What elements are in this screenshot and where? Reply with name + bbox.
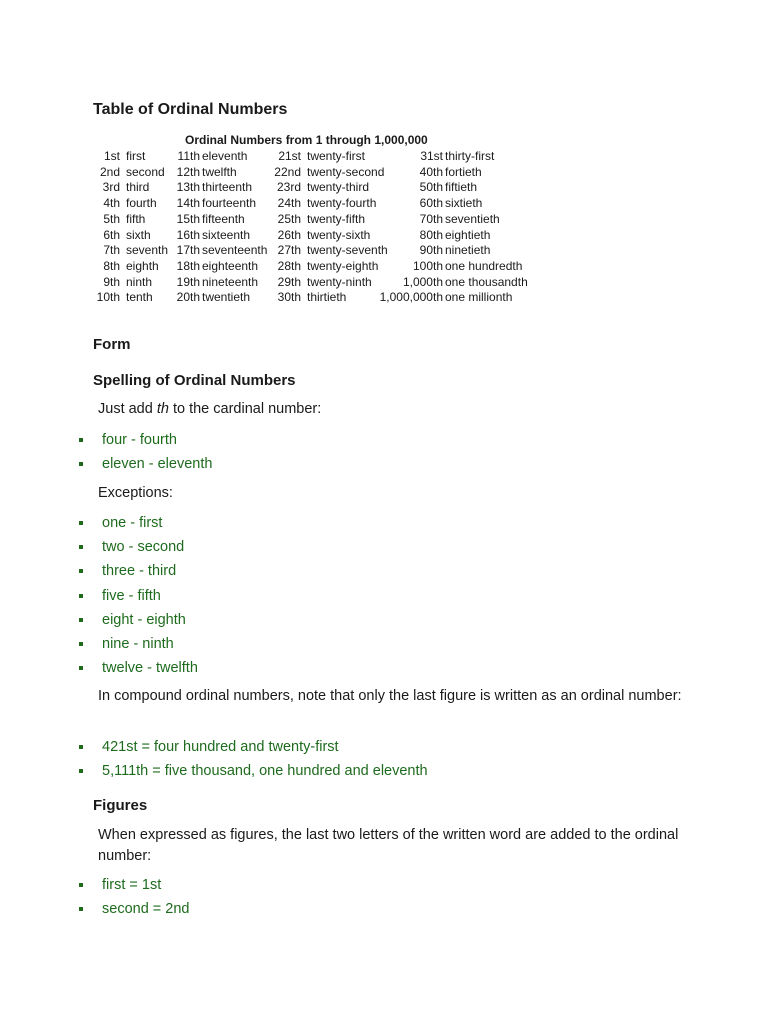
table-row [0, 149, 768, 165]
list-item [78, 428, 212, 452]
ordinal-figure: 9th [103, 274, 120, 289]
list-item-text: three - third [102, 563, 177, 580]
section-heading-spelling: Spelling of Ordinal Numbers [93, 372, 296, 389]
list-item-text: five - fifth [102, 587, 161, 604]
ordinal-figure: 2nd [99, 164, 120, 179]
ordinal-figure: 50th [419, 180, 443, 195]
ordinal-word: eighteenth [202, 258, 259, 273]
ordinal-table [0, 149, 768, 309]
ordinal-figure: 26th [277, 227, 301, 242]
ordinal-figure: 4th [103, 196, 120, 211]
ordinal-word: fifteenth [202, 211, 245, 226]
table-row [0, 243, 768, 259]
square-bullet-icon [79, 883, 83, 887]
ordinal-word: fifth [126, 211, 146, 226]
ordinal-figure: 24th [277, 196, 301, 211]
ordinal-figure: 22nd [274, 164, 301, 179]
ordinal-figure: 30th [277, 290, 301, 305]
ordinal-figure: 16th [176, 227, 200, 242]
table-row [0, 290, 768, 306]
spelling-intro-after: to the cardinal number: [168, 401, 322, 417]
ordinal-figure: 6th [103, 227, 120, 242]
list-item-text: one - first [102, 515, 163, 531]
ordinal-word: twenty-sixth [307, 227, 371, 242]
list-item-text: nine - ninth [102, 635, 174, 652]
ordinal-word: sixteenth [202, 227, 251, 242]
table-row [0, 228, 768, 244]
ordinal-word: thirtieth [307, 290, 347, 305]
list-item [78, 632, 198, 656]
exceptions-list [78, 511, 198, 680]
list-item-text: two - second [102, 539, 185, 556]
square-bullet-icon [79, 642, 83, 646]
ordinal-word: twenty-first [307, 149, 366, 163]
page-title: Table of Ordinal Numbers [93, 101, 288, 118]
ordinal-word: seventeenth [202, 243, 268, 258]
ordinal-figure: 5th [103, 211, 120, 226]
list-item [78, 656, 198, 680]
list-item-text: 421st = four hundred and twenty-first [102, 739, 339, 755]
list-item [78, 452, 212, 476]
ordinal-word: seventh [126, 243, 169, 258]
ordinal-word: eightieth [445, 227, 491, 242]
ordinal-figure: 17th [176, 243, 200, 258]
ordinal-word: twenty-fifth [307, 211, 366, 226]
ordinal-word: one millionth [445, 290, 513, 305]
ordinal-word: twenty-eighth [307, 258, 379, 273]
ordinal-figure: 20th [176, 290, 200, 305]
ordinal-word: nineteenth [202, 274, 259, 289]
ordinal-word: ninetieth [445, 243, 491, 258]
table-row [0, 165, 768, 181]
ordinal-figure: 80th [419, 227, 443, 242]
ordinal-figure: 40th [419, 164, 443, 179]
table-row [0, 259, 768, 275]
ordinal-figure: 18th [176, 258, 200, 273]
spelling-intro [98, 399, 698, 420]
ordinal-figure: 27th [277, 243, 301, 258]
ordinal-word: thirty-first [445, 149, 495, 163]
ordinal-word: twenty-second [307, 164, 385, 179]
ordinal-figure: 15th [176, 211, 200, 226]
ordinal-word: eighth [126, 258, 159, 273]
ordinal-figure: 7th [103, 243, 120, 258]
ordinal-word: tenth [126, 290, 153, 305]
list-item-text: eight - eighth [102, 611, 186, 628]
ordinal-word: fortieth [445, 164, 482, 179]
square-bullet-icon [79, 594, 83, 598]
list-item [78, 897, 189, 921]
ordinal-figure: 1,000th [402, 274, 443, 289]
ordinal-figure: 1st [103, 149, 120, 163]
ordinal-word: fourth [126, 196, 157, 211]
ordinal-figure: 21st [278, 149, 301, 163]
ordinal-figure: 70th [419, 211, 443, 226]
table-caption: Ordinal Numbers from 1 through 1,000,000 [185, 133, 428, 147]
section-heading-form: Form [93, 336, 131, 353]
section-heading-figures: Figures [93, 797, 148, 814]
ordinal-word: sixth [126, 227, 151, 242]
ordinal-figure: 31st [420, 149, 443, 163]
ordinal-word: twenty-third [307, 180, 370, 195]
ordinal-word: twelfth [202, 164, 237, 179]
square-bullet-icon [79, 462, 83, 466]
figures-text: When expressed as figures, the last two letters of the written word are added to the ordinal number: [98, 827, 679, 864]
list-item [78, 511, 198, 535]
ordinal-word: twentieth [202, 290, 251, 305]
square-bullet-icon [79, 521, 83, 525]
ordinal-word: one thousandth [445, 274, 528, 289]
square-bullet-icon [79, 618, 83, 622]
ordinal-word: first [126, 149, 146, 163]
table-row [0, 196, 768, 212]
list-item-text: eleven - eleventh [102, 456, 213, 473]
square-bullet-icon [79, 666, 83, 670]
square-bullet-icon [79, 907, 83, 911]
list-item [78, 608, 198, 632]
ordinal-word: twenty-seventh [307, 243, 388, 258]
table-row [0, 180, 768, 196]
ordinal-figure: 19th [176, 274, 200, 289]
list-item [78, 535, 198, 559]
ordinal-word: eleventh [202, 149, 248, 163]
list-item-text: twelve - twelfth [102, 660, 198, 677]
ordinal-word: twenty-fourth [307, 196, 377, 211]
spelling-examples-list [78, 428, 212, 476]
ordinal-word: fourteenth [202, 196, 257, 211]
list-item [78, 735, 428, 759]
ordinal-word: one hundredth [445, 258, 523, 273]
ordinal-figure: 29th [277, 274, 301, 289]
table-row [0, 275, 768, 291]
figures-examples-list [78, 873, 189, 921]
spelling-intro-before: Just add [98, 401, 157, 417]
ordinal-word: sixtieth [445, 196, 483, 211]
table-row [0, 212, 768, 228]
list-item-text: four - fourth [102, 432, 177, 448]
ordinal-figure: 90th [419, 243, 443, 258]
ordinal-figure: 14th [176, 196, 200, 211]
ordinal-figure: 100th [412, 258, 443, 273]
square-bullet-icon [79, 745, 83, 749]
ordinal-figure: 12th [176, 164, 200, 179]
list-item-text: second = 2nd [102, 901, 190, 918]
ordinal-word: seventieth [445, 211, 500, 226]
square-bullet-icon [79, 438, 83, 442]
list-item-text: 5,111th = five thousand, one hundred and eleventh [102, 763, 428, 780]
exceptions-label: Exceptions: [98, 485, 173, 501]
ordinal-figure: 10th [96, 290, 120, 305]
list-item [78, 873, 189, 897]
ordinal-figure: 60th [419, 196, 443, 211]
ordinal-figure: 25th [277, 211, 301, 226]
spelling-intro-emphasis: th [156, 401, 169, 417]
list-item [78, 759, 428, 783]
ordinal-word: twenty-ninth [307, 274, 372, 289]
ordinal-figure: 13th [176, 180, 200, 195]
list-item-text: first = 1st [102, 877, 162, 893]
ordinal-figure: 28th [277, 258, 301, 273]
ordinal-figure: 3rd [102, 180, 120, 195]
ordinal-word: third [126, 180, 150, 195]
ordinal-word: fiftieth [445, 180, 478, 195]
ordinal-figure: 1,000,000th [379, 290, 443, 305]
compound-text: In compound ordinal numbers, note that only the last figure is written as an ordinal number: [98, 688, 682, 704]
ordinal-word: second [126, 164, 165, 179]
compound-examples-list [78, 735, 428, 783]
ordinal-figure: 11th [177, 149, 200, 163]
list-item [78, 559, 198, 583]
ordinal-word: thirteenth [202, 180, 253, 195]
square-bullet-icon [79, 769, 83, 773]
square-bullet-icon [79, 545, 83, 549]
ordinal-figure: 23rd [276, 180, 301, 195]
ordinal-figure: 8th [103, 258, 120, 273]
ordinal-word: ninth [126, 274, 153, 289]
list-item [78, 584, 198, 608]
square-bullet-icon [79, 569, 83, 573]
